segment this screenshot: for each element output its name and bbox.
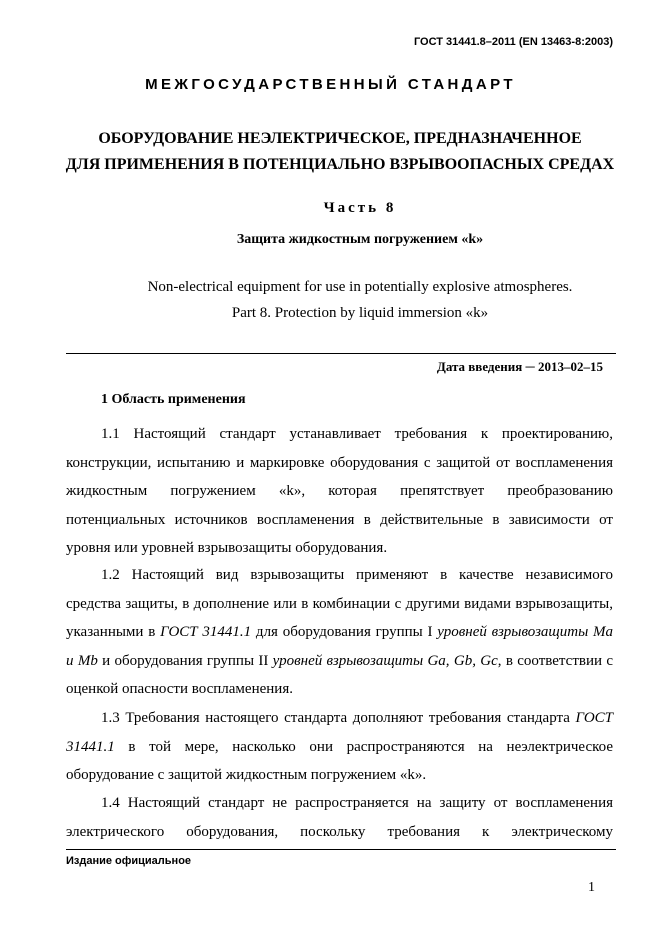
p2-italic-levels-2: уровней взрывозащиты Ga, Gb, Gc xyxy=(272,652,498,669)
paragraph-1-1: 1.1 Настоящий стандарт устанавливает требования к проектированию, конструкции, испытанию и маркировке оборудования с защитой от воспламенения жидкостным погружением «k», которая препятствует преобразованию потенциальных источников воспламенения в действительные в зависимости от уровня или уровней взрывозащиты оборудования. xyxy=(66,426,613,556)
title-line-2: ДЛЯ ПРИМЕНЕНИЯ В ПОТЕНЦИАЛЬНО ВЗРЫВООПАСНЫХ СРЕДАХ xyxy=(65,156,615,173)
p2-text-1: 1.2 Настоящий вид взрывозащиты применяют в качестве независимого средства защиты, в дополнение или в комбинации с другими видами взрывозащиты, указанными в xyxy=(66,567,613,640)
intro-date: Дата введения ─ 2013–02–15 xyxy=(436,359,603,374)
p2-italic-levels-1: уровней взрывозащиты Ma и Mb xyxy=(66,624,614,669)
p3-reference-gost: ГОСТ 31441.1 xyxy=(66,710,613,755)
p2-reference-gost: ГОСТ 31441.1 xyxy=(160,624,252,640)
p2-text-3: и оборудования группы II xyxy=(97,652,273,669)
english-title-line-1: Non-electrical equipment for use in potentially explosive atmospheres. xyxy=(147,279,573,295)
standard-kind: МЕЖГОСУДАРСТВЕННЫЙ СТАНДАРТ xyxy=(145,76,516,93)
edition-note: Издание официальное xyxy=(66,855,192,867)
document-code: ГОСТ 31441.8–2011 (EN 13463-8:2003) xyxy=(413,36,613,48)
p2-text-2: для оборудования группы I xyxy=(251,624,438,640)
english-title-line-2: Part 8. Protection by liquid immersion «k» xyxy=(231,305,489,321)
p3-text-2: в той мере, насколько они распространяются на неэлектрическое оборудование с защитой жидкостным погружением «k». xyxy=(66,738,613,783)
english-title xyxy=(60,274,660,326)
top-divider xyxy=(66,353,616,354)
title-line-1: ОБОРУДОВАНИЕ НЕЭЛЕКТРИЧЕСКОЕ, ПРЕДНАЗНАЧЕННОЕ xyxy=(98,130,582,147)
section-heading: 1 Область применения xyxy=(101,392,246,407)
bottom-divider xyxy=(66,849,616,850)
paragraph-1-4: 1.4 Настоящий стандарт не распространяется на защиту от воспламенения электрического оборудования, поскольку требования к электрическому xyxy=(66,795,613,840)
part-title: Защита жидкостным погружением «k» xyxy=(236,232,484,247)
p3-text-1: 1.3 Требования настоящего стандарта дополняют требования стандарта xyxy=(101,710,576,726)
paragraph-1-2 xyxy=(66,561,613,704)
page-number: 1 xyxy=(588,880,595,895)
document-title xyxy=(60,126,620,178)
paragraph-1-3 xyxy=(66,704,613,790)
part-label: Часть 8 xyxy=(323,200,397,216)
p2-text-4: , в соответствии с оценкой опасности воспламенения. xyxy=(66,652,613,697)
